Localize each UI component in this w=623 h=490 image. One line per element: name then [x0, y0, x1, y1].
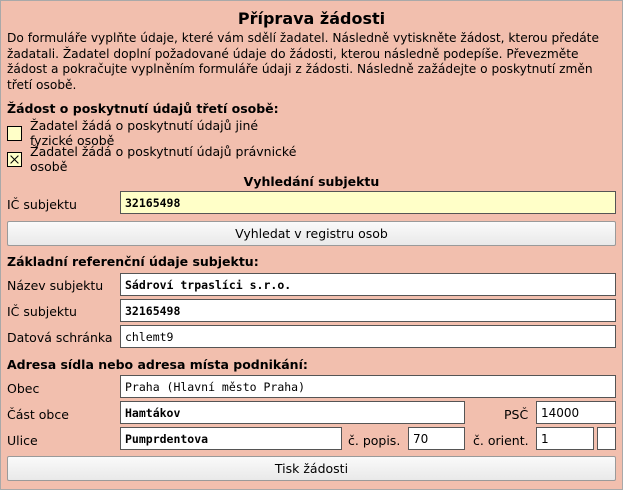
- cast-obce-label: Část obce: [7, 407, 69, 422]
- name-label: Název subjektu: [7, 278, 104, 293]
- checkbox-natural-person[interactable]: [7, 126, 22, 141]
- obec-label: Obec: [7, 381, 40, 396]
- reference-heading: Základní referenční údaje subjektu:: [7, 254, 259, 269]
- popis-label: č. popis.: [348, 433, 401, 448]
- name-input[interactable]: Sádroví trpaslíci s.r.o.: [120, 273, 616, 296]
- orient-letter-input[interactable]: [597, 427, 616, 450]
- ulice-label: Ulice: [7, 433, 38, 448]
- option-natural-person-label: Žadatel žádá o poskytnutí údajů jiné fyzické osobě: [30, 118, 259, 148]
- option-legal-person[interactable]: [7, 144, 297, 174]
- orient-label: č. orient.: [473, 433, 529, 448]
- ic-label: IČ subjektu: [7, 304, 77, 319]
- psc-label: PSČ: [504, 407, 529, 422]
- ic-input[interactable]: 32165498: [120, 299, 616, 322]
- page-title: Příprava žádosti: [237, 9, 386, 28]
- ulice-input[interactable]: Pumprdentova: [120, 427, 342, 450]
- request-heading: Žádost o poskytnutí údajů třetí osobě:: [7, 101, 279, 116]
- option-legal-person-label: Žadatel žádá o poskytnutí údajů právnické osobě: [30, 144, 297, 174]
- search-ic-label: IČ subjektu: [7, 197, 77, 212]
- address-heading: Adresa sídla nebo adresa místa podnikání:: [7, 357, 308, 372]
- orient-input[interactable]: 1: [536, 427, 594, 450]
- databox-input[interactable]: chlemt9: [120, 325, 616, 348]
- checkbox-legal-person[interactable]: [7, 152, 22, 167]
- psc-input[interactable]: 14000: [536, 401, 616, 424]
- intro-text: Do formuláře vyplňte údaje, které vám sdělí žadatel. Následně vytiskněte žádost, kterou předáte žadatali. Žadatel doplní požadované údaje do žádosti, kterou následně podepíše. Převezměte žádost a pokračujte vyplněním formuláře údaji z žádosti. Následně zažádejte o poskytnutí změn třetí osobě.: [7, 31, 599, 92]
- cast-obce-input[interactable]: Hamtákov: [120, 401, 465, 424]
- search-registry-button[interactable]: Vyhledat v registru osob: [7, 221, 616, 246]
- databox-label: Datová schránka: [7, 330, 113, 345]
- search-ic-input[interactable]: 32165498: [120, 191, 616, 214]
- search-heading: Vyhledání subjektu: [243, 174, 380, 189]
- popis-input[interactable]: 70: [408, 427, 465, 450]
- option-natural-person[interactable]: [7, 118, 297, 148]
- print-request-button[interactable]: Tisk žádosti: [7, 456, 616, 481]
- obec-input[interactable]: Praha (Hlavní město Praha): [120, 375, 616, 398]
